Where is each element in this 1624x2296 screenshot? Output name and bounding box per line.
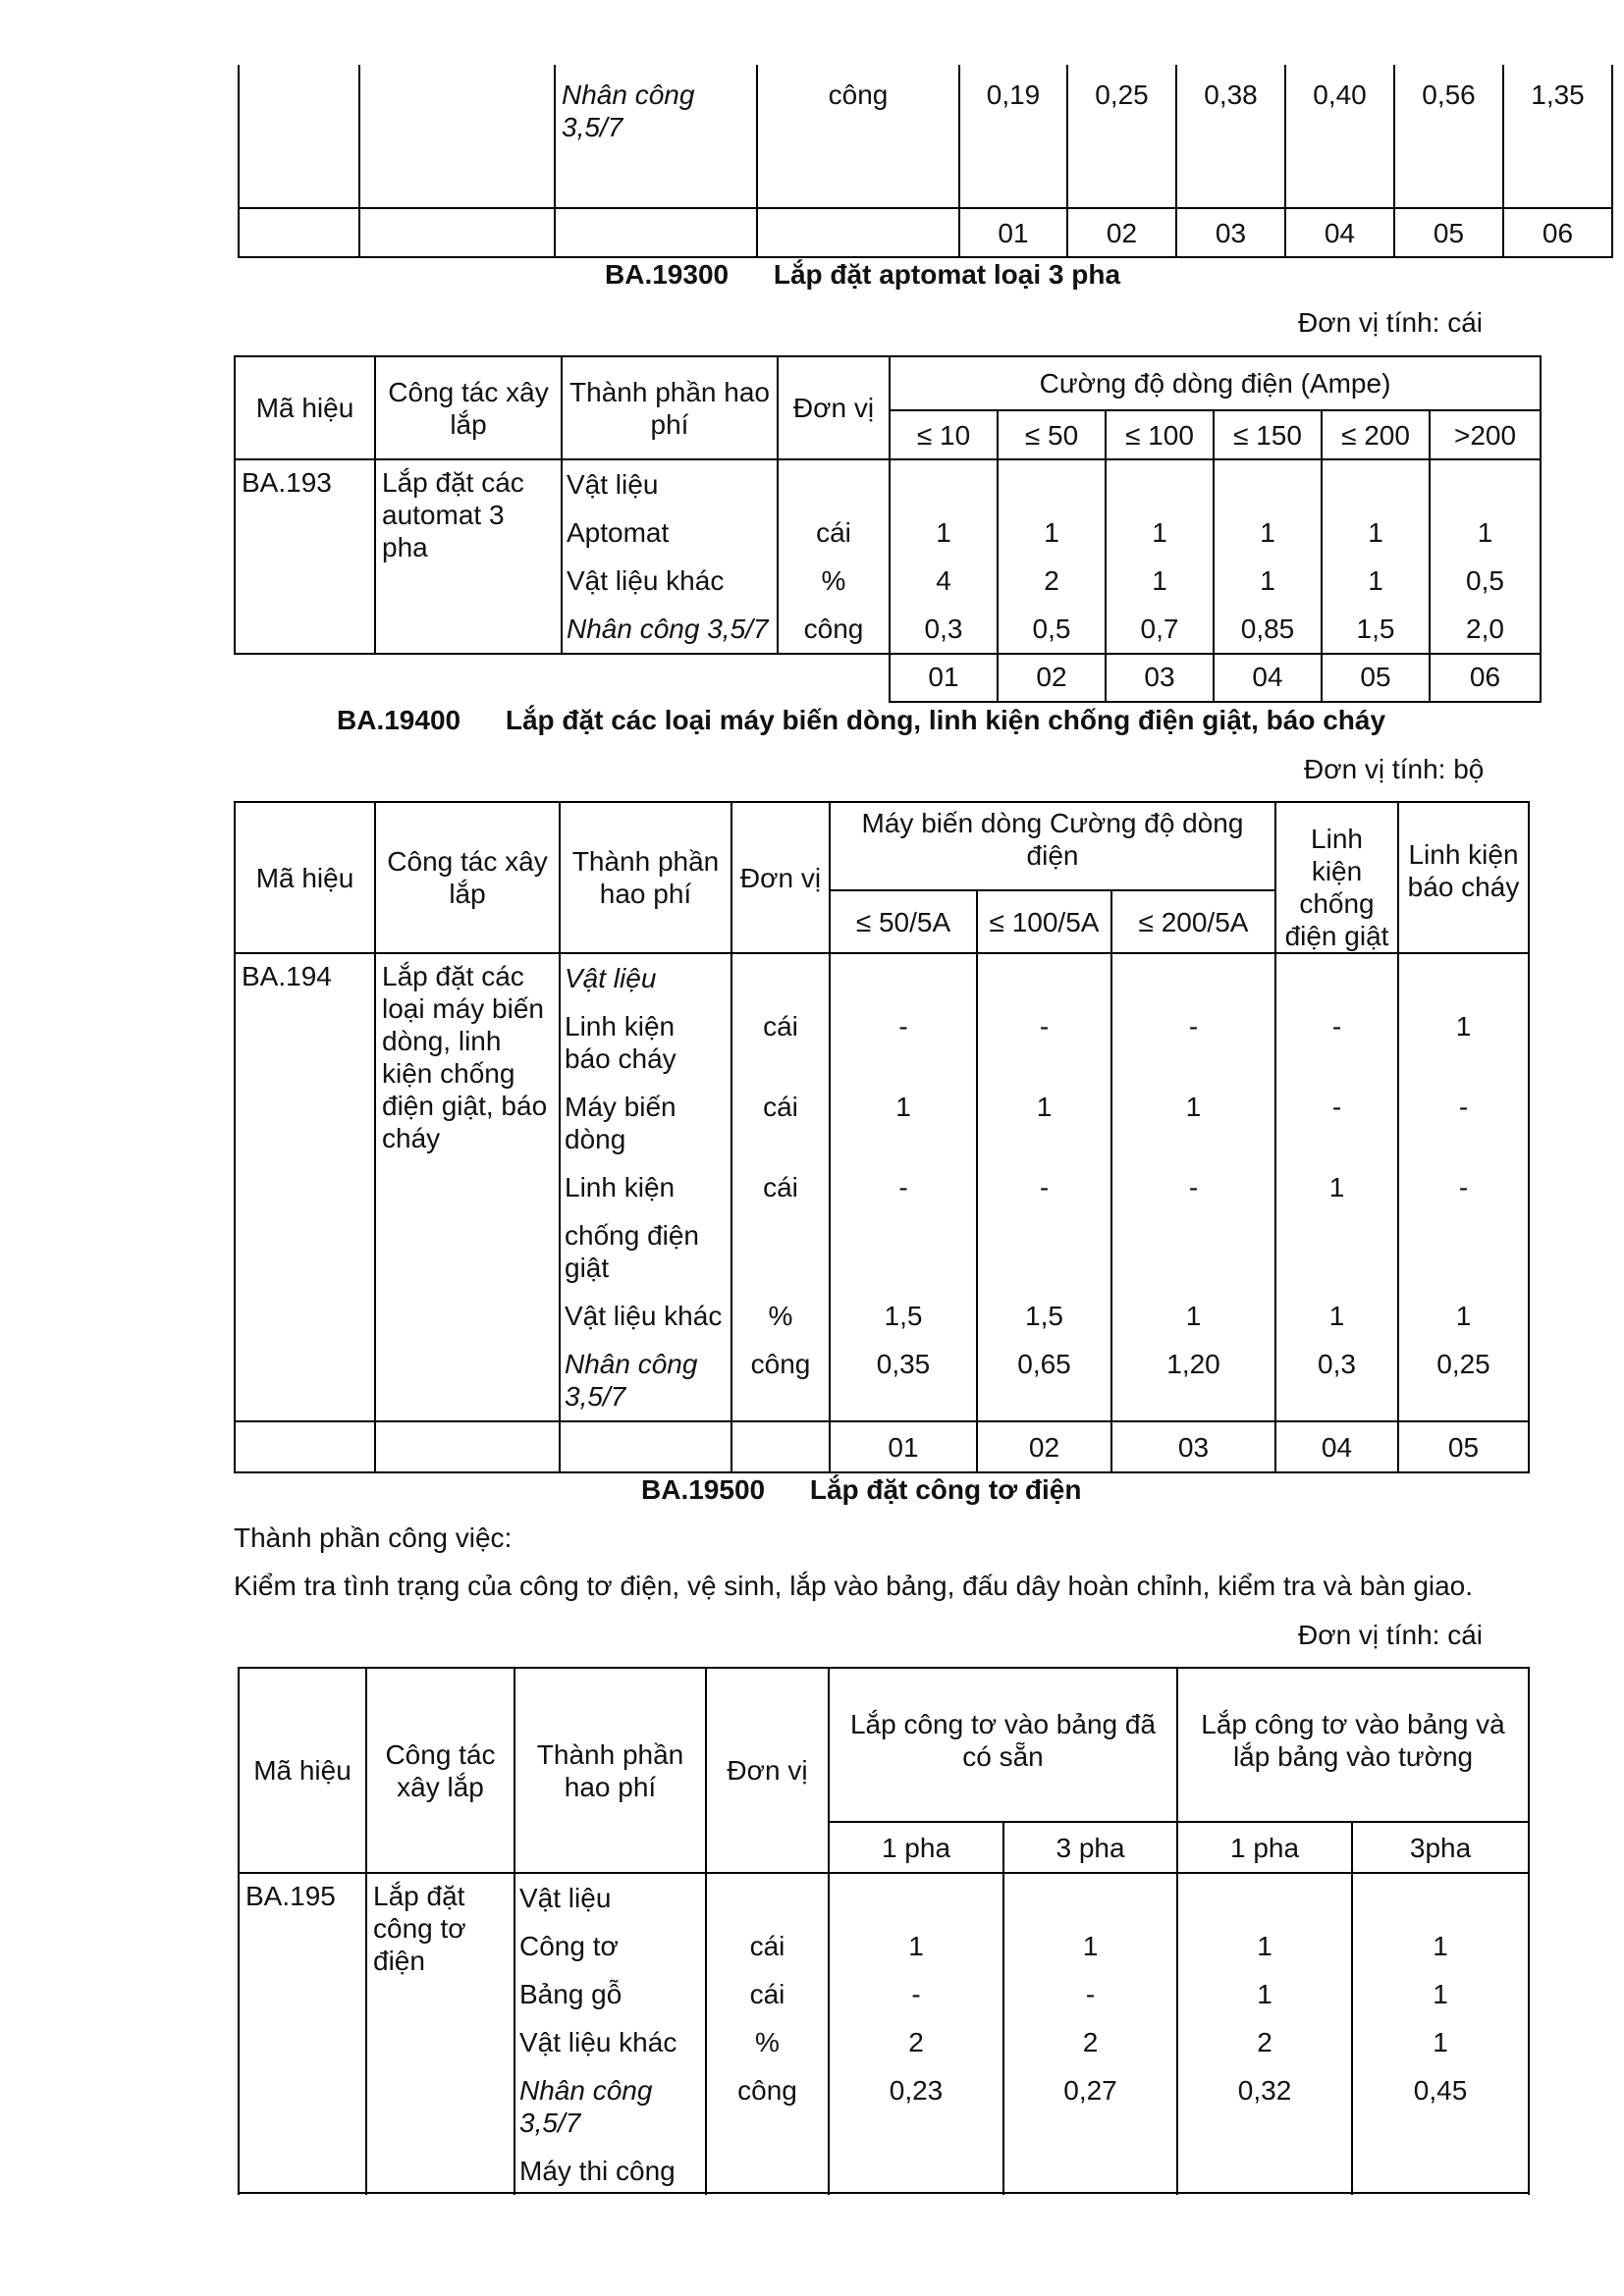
sec195-value: 2 [1082,2027,1099,2057]
sec193-title: Lắp đặt aptomat loại 3 pha [773,259,1121,290]
sec193-col-header: ≤ 150 [1214,410,1322,459]
top-value: 0,56 [1394,65,1503,208]
top-labor-label-line1: Nhân công [562,80,695,110]
sec193-header-cong-tac: Công tác xây lắp [375,356,562,459]
top-code: 02 [1067,208,1176,257]
sec195-row-unit [707,1874,828,1922]
top-code: 04 [1285,208,1394,257]
top-value: 0,40 [1285,65,1394,208]
sec194-value: - [1331,1092,1342,1122]
sec193-row-unit: cái [816,517,851,548]
top-value: 0,19 [959,65,1067,208]
sec194-code: 01 [830,1421,977,1472]
top-code: 03 [1176,208,1285,257]
sec195-col-values [1352,1873,1529,2195]
sec194-header-don-vi: Đơn vị [731,802,830,953]
sec194-row-name: chống điện giật [565,1220,700,1283]
top-ma-cell [239,65,359,208]
sec194-header-group: Máy biến dòng Cường độ dòng điện [830,802,1275,890]
sec194-work: Lắp đặt các loại máy biến dòng, linh kiện chống điện giật, báo cháy [375,953,560,1421]
sec195-value: 1 [1433,1931,1448,1961]
top-table-body [238,65,1613,258]
sec195-col-header: 1 pha [829,1822,1003,1873]
sec193-unit-note: Đơn vị tính: cái [1298,307,1483,338]
sec193-value: 0,7 [1140,614,1179,644]
sec194-value: 0,3 [1318,1349,1356,1379]
sec193-row-name: Vật liệu khác [567,565,725,596]
sec195-value: 0,32 [1237,2075,1292,2106]
sec195-col-header: 3pha [1352,1822,1529,1873]
sec193-row-name: Aptomat [567,517,670,548]
sec193-code: 03 [1106,653,1214,702]
sec194-header-thanh-phan: Thành phần hao phí [560,802,731,953]
sec194-components [560,953,731,1421]
sec193-col-header: ≤ 50 [998,410,1106,459]
sec193-col-values [1106,459,1214,654]
sec193-code: 06 [1430,653,1541,702]
sec194-col-header: ≤ 50/5A [830,890,977,953]
sec194-header-chong: Linh kiện chống điện giật [1275,802,1398,953]
top-code-empty [757,208,959,257]
sec194-code: 02 [977,1421,1111,1472]
sec195-row-unit [707,2147,828,2195]
sec195-value: - [1085,1979,1096,2009]
sec193-value: 1 [1260,565,1275,596]
sec193-row-unit: công [803,614,864,644]
sec194-value: 1 [1185,1301,1202,1331]
top-labor-label-line2: 3,5/7 [562,112,623,142]
sec193-header-thanh-phan: Thành phần hao phí [562,356,778,459]
sec194-col-values [1275,953,1398,1421]
sec194-code: 04 [1275,1421,1398,1472]
sec193-components [562,459,778,654]
sec195-work: Lắp đặt công tơ điện [366,1873,514,2195]
sec194-row-unit [732,954,829,1002]
sec193-code: 02 [998,653,1106,702]
sec195-col-header: 3 pha [1003,1822,1177,1873]
sec195-value: 0,27 [1063,2075,1117,2106]
sec195-row-unit: công [737,2075,797,2106]
sec194-value: 1 [1455,1301,1472,1331]
sec194-value: 1 [1328,1301,1345,1331]
sec195-row-name: Nhân công 3,5/7 [519,2075,653,2138]
sec193-ma: BA.193 [235,459,375,654]
sec193-col-header: ≤ 100 [1106,410,1214,459]
sec193-code: BA.19300 [605,259,730,290]
sec195-para-text: Kiểm tra tình trạng của công tơ điện, vệ sinh, lắp vào bảng, đấu dây hoàn chỉnh, kiểm tra và bàn giao. [234,1571,1474,1601]
sec194-row-unit: cái [763,1011,798,1041]
sec194-ma: BA.194 [235,953,375,1421]
sec195-header-don-vi: Đơn vị [706,1668,829,1873]
sec193-value: 1 [936,517,951,548]
sec194-table [234,801,1530,1473]
sec193-code: 05 [1322,653,1430,702]
sec194-row-name: Linh kiện [565,1172,676,1202]
sec193-value: 1,5 [1356,614,1395,644]
sec195-row-name: Công tơ [519,1931,619,1961]
sec195-ma: BA.195 [239,1873,366,2195]
sec193-col-header: ≤ 10 [890,410,998,459]
sec194-code: 03 [1111,1421,1275,1472]
sec194-code: 05 [1398,1421,1529,1472]
sec194-value: 1 [1185,1092,1202,1122]
sec193-header-group: Cường độ dòng điện (Ampe) [890,356,1541,410]
sec195-value: 0,45 [1413,2075,1468,2106]
sec195-header-cong-tac: Công tác xây lắp [366,1668,514,1873]
sec194-value: - [898,1172,908,1202]
sec195-col-values [829,1873,1003,2195]
sec194-value: - [1188,1172,1199,1202]
sec194-value: 1,20 [1166,1349,1220,1379]
sec195-value: 1 [908,1931,924,1961]
sec194-header-ma: Mã hiệu [235,802,375,953]
sec195-col-values [1003,1873,1177,2195]
top-code: 01 [959,208,1067,257]
sec194-heading [337,705,1385,736]
sec195-col-header: 1 pha [1177,1822,1352,1873]
sec193-value: 4 [936,565,951,596]
sec195-value: 1 [1082,1931,1099,1961]
sec193-col-values [1322,459,1430,654]
sec195-bottom-rule [238,2192,1528,2194]
sec194-row-name: Vật liệu khác [565,1301,723,1331]
sec194-code-empty [375,1421,560,1472]
sec194-row-name: Máy biến dòng [565,1092,677,1154]
sec195-table [238,1667,1530,2195]
sec195-row-unit: cái [749,1979,785,2009]
sec194-col-header: ≤ 200/5A [1111,890,1275,953]
sec193-value: 0,3 [924,614,963,644]
sec195-col-values [1177,1873,1352,2195]
sec194-value: - [1188,1011,1199,1041]
top-code: 05 [1394,208,1503,257]
sec195-header-ma: Mã hiệu [239,1668,366,1873]
sec194-col-values [1111,953,1275,1421]
sec193-value: 0,5 [1032,614,1071,644]
sec194-row-name: Nhân công 3,5/7 [565,1349,698,1412]
top-value: 1,35 [1503,65,1612,208]
sec193-value: 1 [1152,517,1167,548]
sec193-code-row [889,653,1542,703]
sec193-header-don-vi: Đơn vị [778,356,890,459]
sec194-col-values [830,953,977,1421]
sec193-row-unit: % [821,565,846,596]
sec194-value: 1 [1036,1092,1053,1122]
sec194-col-values [977,953,1111,1421]
sec193-value: 1 [1044,517,1059,548]
sec195-value: 2 [1257,2027,1272,2057]
sec193-row-name: Vật liệu [567,469,659,500]
top-code-empty [239,208,359,257]
sec194-col-header: ≤ 100/5A [977,890,1111,953]
sec194-value: 1,5 [884,1301,923,1331]
sec195-header-thanh-phan: Thành phần hao phí [514,1668,706,1873]
sec193-col-values [1214,459,1322,654]
sec194-header-bao: Linh kiện báo cháy [1398,802,1529,953]
sec195-value: 0,23 [889,2075,944,2106]
sec193-row-name: Nhân công 3,5/7 [567,614,769,644]
sec194-col-values [1398,953,1529,1421]
sec194-value: 0,35 [876,1349,931,1379]
sec194-value: 0,25 [1436,1349,1490,1379]
top-code-empty [359,208,555,257]
sec195-row-unit: cái [749,1931,785,1961]
sec195-units [706,1873,829,2195]
sec193-units [778,459,890,654]
sec195-row-name: Bảng gỗ [519,1979,623,2009]
sec195-heading [641,1474,1081,1506]
sec194-value: 1,5 [1025,1301,1063,1331]
sec194-value: 1 [1455,1011,1472,1041]
sec194-code-empty [235,1421,375,1472]
sec193-code: 04 [1214,653,1322,702]
sec193-col-header: >200 [1430,410,1541,459]
sec193-col-values [998,459,1106,654]
sec194-code-empty [560,1421,731,1472]
sec195-value: 1 [1257,1979,1272,2009]
sec193-work: Lắp đặt các automat 3 pha [375,459,562,654]
sec194-units [731,953,830,1421]
sec194-row-unit: cái [763,1092,798,1122]
sec195-unit-note: Đơn vị tính: cái [1298,1620,1483,1650]
sec193-header-ma: Mã hiệu [235,356,375,459]
sec195-value: 1 [1433,1979,1448,2009]
sec194-title: Lắp đặt các loại máy biến dòng, linh kiện chống điện giật, báo cháy [505,705,1386,735]
sec195-row-name: Vật liệu [519,1883,612,1913]
top-work-cell [359,65,555,208]
sec195-components [514,1873,706,2195]
sec195-header-group2: Lắp công tơ vào bảng và lắp bảng vào tường [1177,1668,1529,1822]
sec194-value: 1 [1328,1172,1345,1202]
sec193-col-values [890,459,998,654]
top-value: 0,25 [1067,65,1176,208]
sec195-value: 1 [1433,2027,1448,2057]
sec195-value: - [911,1979,921,2009]
sec194-value: - [1039,1011,1050,1041]
top-code-empty [555,208,757,257]
sec195-title: Lắp đặt công tơ điện [809,1474,1082,1505]
sec194-value: - [1458,1172,1469,1202]
sec193-value: 1 [1368,565,1383,596]
sec194-row-unit: cái [763,1172,798,1202]
sec195-value: 1 [1257,1931,1272,1961]
sec195-header-group1: Lắp công tơ vào bảng đã có sẵn [829,1668,1177,1822]
sec194-code-empty [731,1421,830,1472]
sec195-row-name: Vật liệu khác [519,2027,677,2057]
sec194-value: 0,65 [1017,1349,1071,1379]
sec195-code: BA.19500 [641,1474,766,1505]
sec193-col-header: ≤ 200 [1322,410,1430,459]
sec194-row-unit: công [750,1349,811,1379]
sec194-unit-note: Đơn vị tính: bộ [1304,754,1485,784]
top-unit: công [757,65,959,208]
sec193-code: 01 [890,653,998,702]
sec194-row-name: Linh kiện báo cháy [565,1011,677,1074]
sec193-value: 1 [1477,517,1493,548]
sec194-value: - [898,1011,908,1041]
sec194-row-unit: % [768,1301,793,1331]
sec193-value: 0,85 [1240,614,1295,644]
sec193-value: 1 [1260,517,1275,548]
sec193-value: 2,0 [1466,614,1504,644]
sec193-col-values [1430,459,1541,654]
sec195-row-unit: % [755,2027,780,2057]
top-value: 0,38 [1176,65,1285,208]
sec194-value: - [1331,1011,1342,1041]
sec195-para-label: Thành phần công việc: [234,1522,513,1553]
sec193-heading [605,259,1120,291]
sec194-value: - [1039,1172,1050,1202]
sec195-row-name: Máy thi công [519,2156,676,2186]
sec194-row-name: Vật liệu [565,963,657,993]
sec193-value: 0,5 [1466,565,1504,596]
sec195-value: 2 [908,2027,924,2057]
sec194-value: - [1458,1092,1469,1122]
sec194-value: 1 [895,1092,911,1122]
sec193-table [234,355,1542,655]
top-code: 06 [1503,208,1612,257]
sec193-value: 2 [1044,565,1059,596]
top-labor-label [555,65,757,208]
sec193-value: 1 [1368,517,1383,548]
sec193-row-unit [779,460,889,508]
sec193-value: 1 [1152,565,1167,596]
sec194-code: BA.19400 [337,705,461,735]
sec194-row-unit [732,1211,829,1292]
sec194-header-cong-tac: Công tác xây lắp [375,802,560,953]
